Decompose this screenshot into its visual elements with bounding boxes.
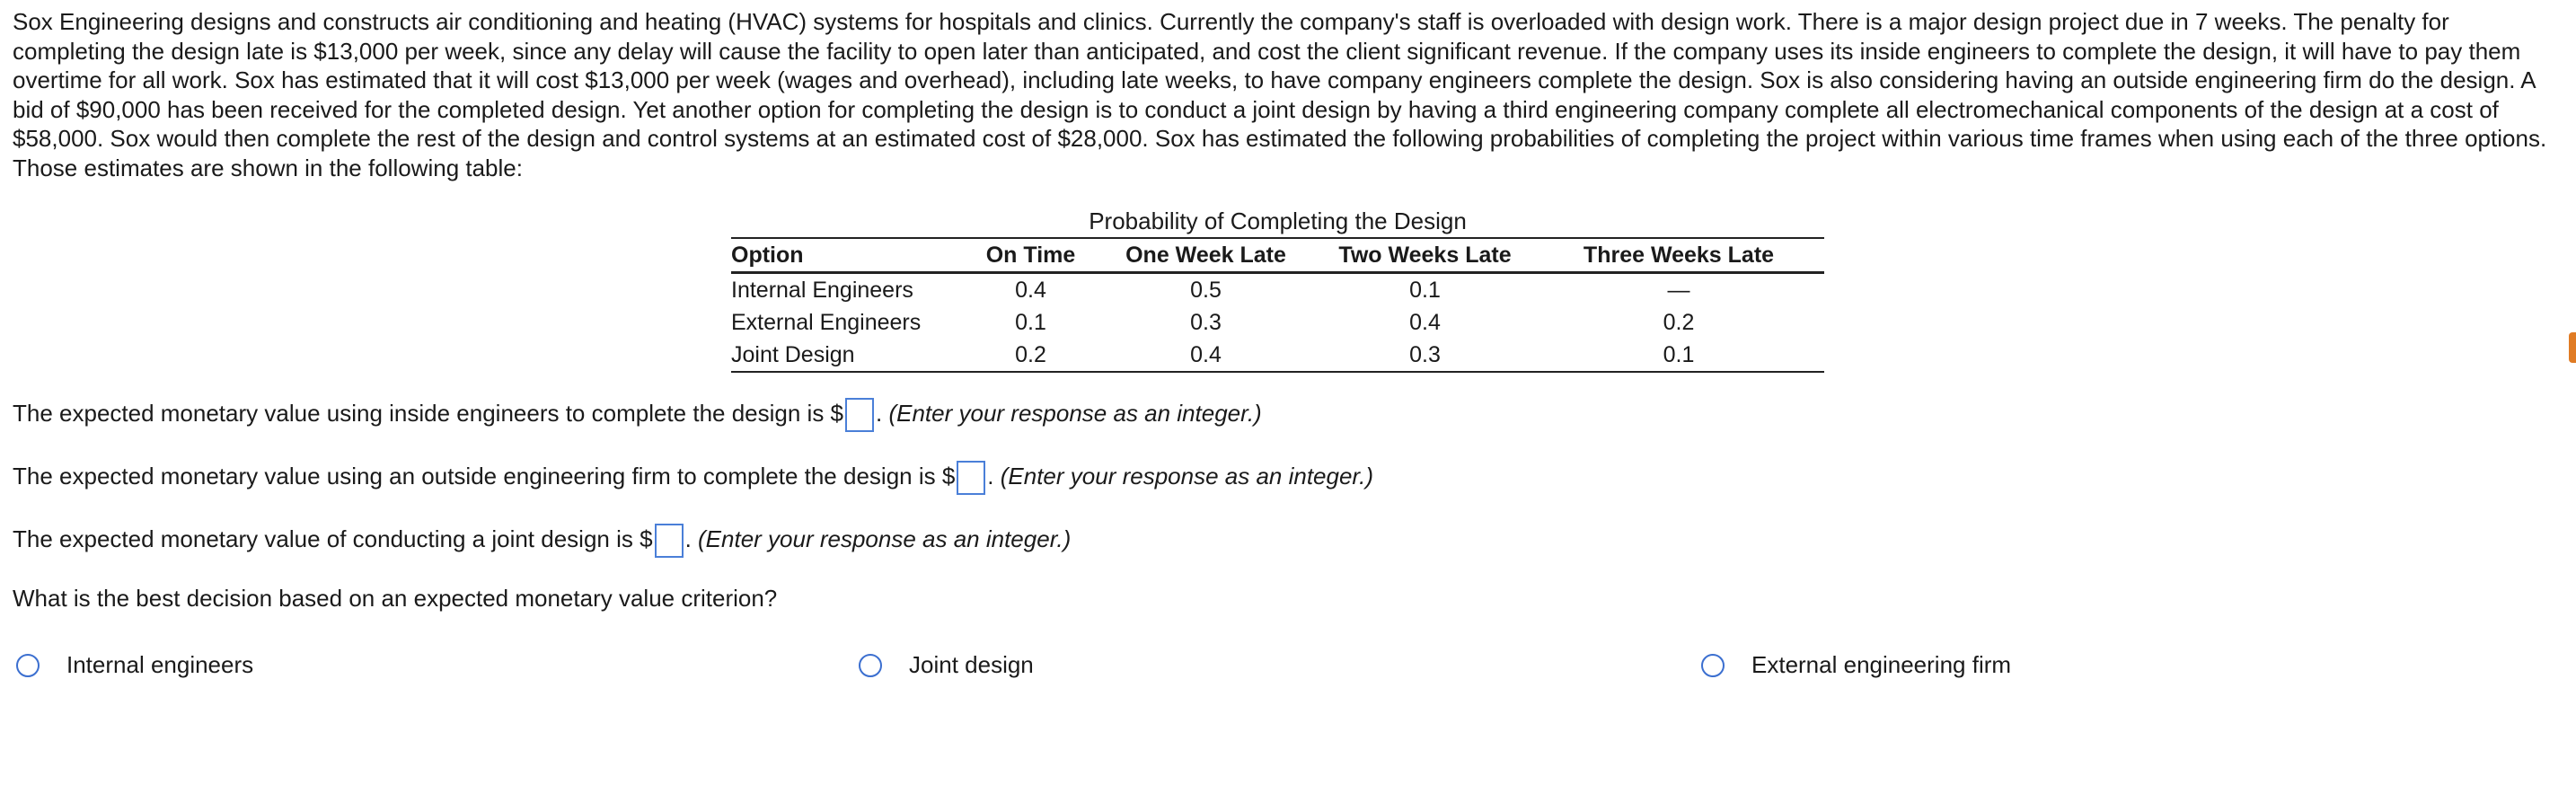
option-label: External engineering firm — [1751, 651, 2012, 678]
joint-design-answer-input[interactable] — [655, 524, 684, 558]
cell-one-week-late: 0.5 — [1190, 278, 1222, 303]
cell-two-weeks-late: 0.4 — [1409, 310, 1441, 335]
table-row — [731, 306, 1824, 339]
cell-three-weeks-late: 0.1 — [1533, 339, 1824, 372]
cell-two-weeks-late: 0.3 — [1317, 339, 1533, 372]
question-outside-firm: The expected monetary value using an outside engineering firm to complete the design is $ . (Enter your response as an integer.) — [13, 461, 1373, 495]
cell-three-weeks-late: — — [1667, 278, 1690, 303]
cell-one-week-late: 0.3 — [1190, 310, 1222, 335]
table-caption: Probability of Completing the Design — [1089, 207, 1467, 234]
outside-firm-answer-input[interactable] — [957, 461, 985, 495]
question-text: The expected monetary value using inside engineers to complete the design is $ — [13, 399, 844, 427]
table-row — [731, 339, 1824, 372]
question-joint-design: The expected monetary value of conducting a joint design is $ . (Enter your response as an integer.) — [13, 524, 1071, 558]
scroll-marker[interactable] — [2569, 332, 2576, 363]
problem-statement: Sox Engineering designs and constructs air conditioning and heating (HVAC) systems for hospitals and clinics. Currently the company's staff is overloaded with design work. There is a major design project due in 7 weeks. The penalty for completing the design late is $13,000 per week, since any delay will cause the facility to open later than anticipated, and cost the client significant revenue. If the company uses its inside engineers to complete the design, it will have to pay them overtime for all work. Sox has estimated that it will cost $13,000 per week (wages and overhead), including late weeks, to have company engineers complete the design. Sox is also considering having an outside engineering firm do the design. A bid of $90,000 has been received for the completed design. Yet another option for completing the design is to conduct a joint design by having a third engineering company complete all electromechanical components of the design at a cost of $58,000. Sox would then complete the rest of the design and control systems at an estimated cost of $28,000. Sox has estimated the following probabilities of completing the project within various time frames when using each of the three options. Those estimates are shown in the following table: — [13, 8, 2547, 181]
cell-on-time: 0.2 — [966, 339, 1095, 372]
radio-button[interactable] — [16, 654, 40, 677]
header-on-time: On Time — [966, 238, 1095, 273]
radio-button[interactable] — [1701, 654, 1725, 677]
probability-table-block — [731, 205, 1824, 373]
answer-hint: (Enter your response as an integer.) — [698, 525, 1072, 552]
cell-two-weeks-late: 0.1 — [1409, 278, 1441, 303]
answer-hint: (Enter your response as an integer.) — [888, 399, 1262, 427]
cell-one-week-late: 0.4 — [1095, 339, 1317, 372]
cell-three-weeks-late: 0.2 — [1663, 310, 1695, 335]
header-one-week-late: One Week Late — [1095, 238, 1317, 273]
cell-on-time: 0.4 — [1015, 278, 1046, 303]
table-header-row — [731, 238, 1824, 273]
question-inside-engineers: The expected monetary value using inside engineers to complete the design is $ . (Enter your response as an integer.) — [13, 398, 1262, 432]
option-label: Internal engineers — [66, 651, 254, 678]
cell-option: Joint Design — [731, 339, 966, 372]
cell-on-time: 0.1 — [1015, 310, 1046, 335]
table-row — [731, 273, 1824, 307]
option-joint-design[interactable] — [859, 651, 1034, 679]
probability-table — [731, 237, 1824, 373]
option-external-engineering-firm[interactable] — [1701, 651, 2011, 679]
radio-button[interactable] — [859, 654, 882, 677]
question-text: The expected monetary value using an outside engineering firm to complete the design is $ — [13, 462, 956, 490]
question-best-decision: What is the best decision based on an expected monetary value criterion? — [13, 585, 778, 612]
cell-option: Internal Engineers — [731, 278, 913, 303]
inside-engineers-answer-input[interactable] — [845, 398, 874, 432]
header-two-weeks-late: Two Weeks Late — [1317, 238, 1533, 273]
option-label: Joint design — [909, 651, 1034, 678]
header-option: Option — [731, 238, 966, 273]
question-text: The expected monetary value of conducting a joint design is $ — [13, 525, 653, 552]
answer-hint: (Enter your response as an integer.) — [1000, 462, 1374, 490]
cell-option: External Engineers — [731, 310, 922, 335]
header-three-weeks-late: Three Weeks Late — [1533, 238, 1824, 273]
option-internal-engineers[interactable] — [16, 651, 253, 679]
